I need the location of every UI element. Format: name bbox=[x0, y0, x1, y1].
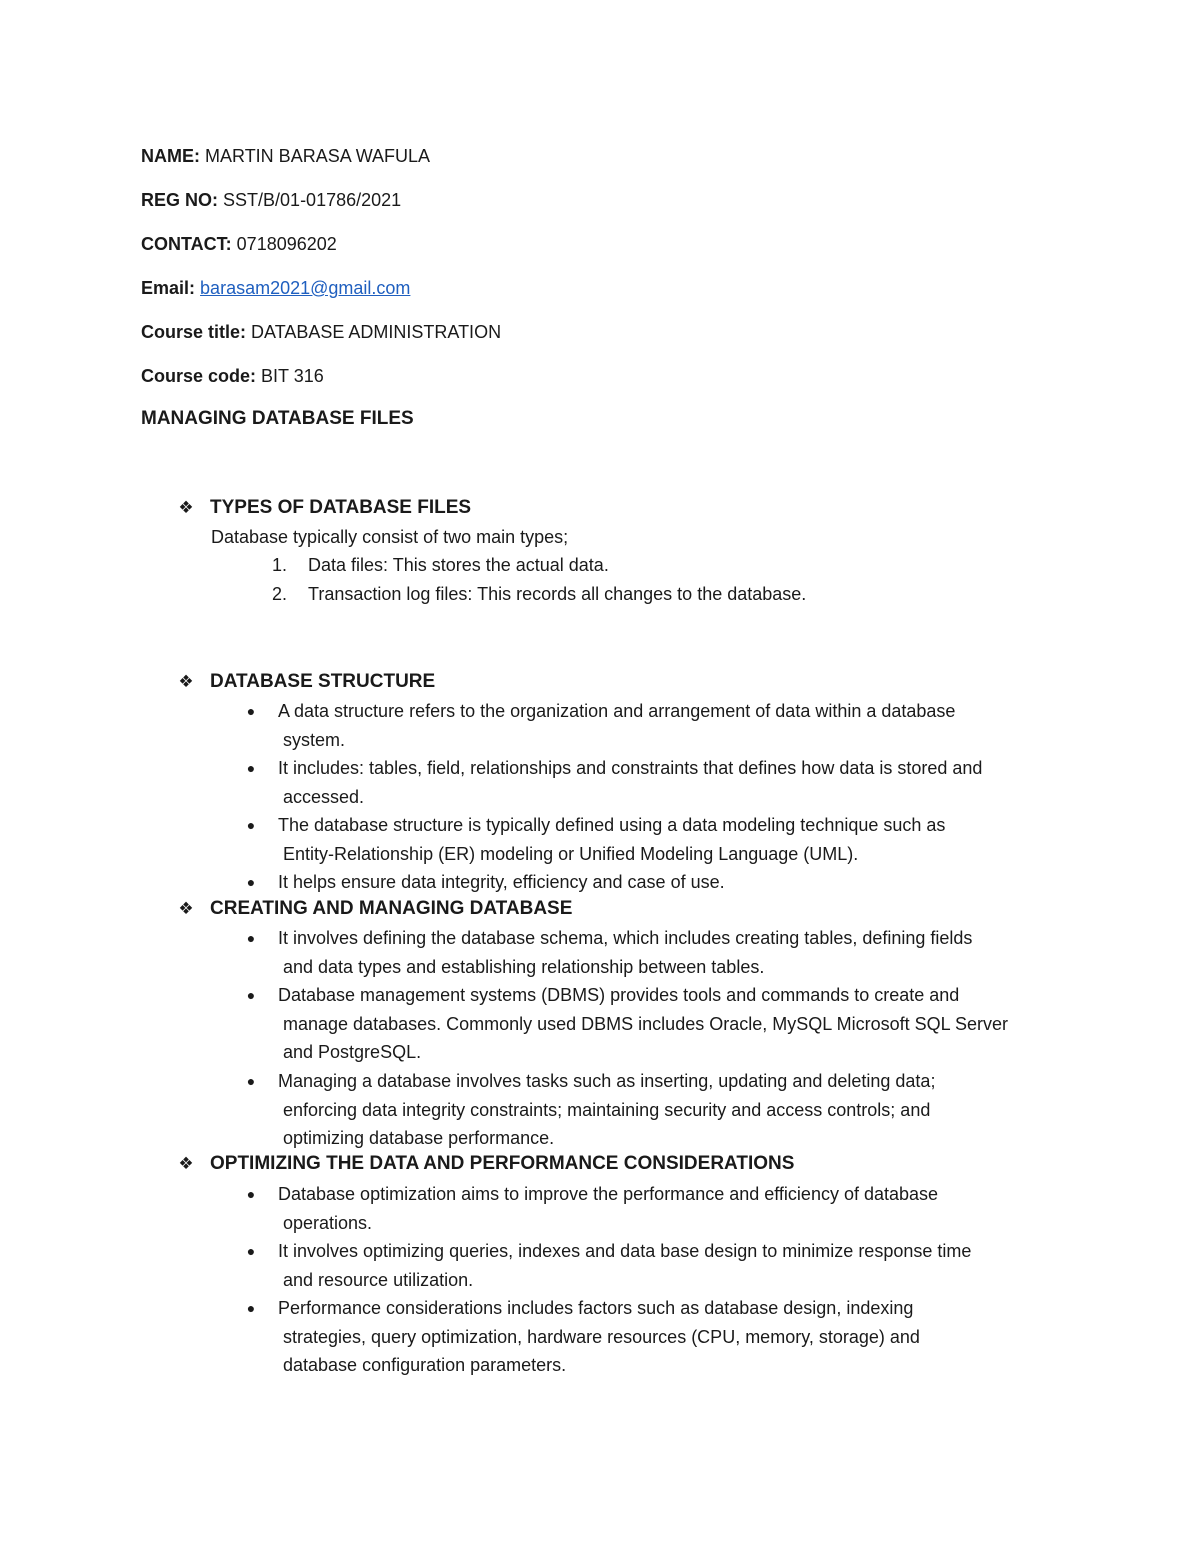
section-heading-creating bbox=[176, 897, 572, 921]
bullet-dot-icon: ● bbox=[246, 1073, 256, 1089]
bullet-line: enforcing data integrity constraints; maintaining security and access controls; and bbox=[283, 1099, 931, 1120]
section-heading-text: OPTIMIZING THE DATA AND PERFORMANCE CONSIDERATIONS bbox=[210, 1153, 795, 1174]
bullet-line: It involves defining the database schema, which includes creating tables, defining fields bbox=[278, 928, 973, 948]
course-title-label: Course title: bbox=[141, 322, 247, 342]
bullet-dot-icon: ● bbox=[246, 703, 256, 719]
bullet-line: and PostgreSQL. bbox=[283, 1042, 422, 1062]
course-title-field bbox=[141, 320, 501, 344]
bullet-item bbox=[244, 981, 1064, 1067]
bullet-item bbox=[244, 811, 1064, 868]
bullet-item bbox=[244, 697, 1064, 754]
list-item bbox=[272, 582, 806, 606]
bullet-dot-icon: ● bbox=[246, 987, 256, 1003]
bullet-dot-icon: ● bbox=[246, 760, 256, 776]
bullet-item bbox=[244, 754, 1064, 811]
bullet-line: accessed. bbox=[283, 786, 365, 807]
bullet-line: A data structure refers to the organization and arrangement of data within a database bbox=[278, 701, 956, 721]
bullet-line: It involves optimizing queries, indexes and data base design to minimize response time bbox=[278, 1241, 972, 1261]
course-code-value: BIT 316 bbox=[261, 366, 324, 386]
diamond-bullet-icon: ❖ bbox=[178, 899, 194, 918]
section-heading-optimizing bbox=[176, 1152, 794, 1176]
bullet-line: Database management systems (DBMS) provides tools and commands to create and bbox=[278, 985, 960, 1005]
email-link[interactable]: barasam2021@gmail.com bbox=[200, 278, 411, 298]
email-label: Email: bbox=[141, 278, 196, 298]
bullet-item bbox=[244, 924, 1064, 981]
bullet-line: Entity-Relationship (ER) modeling or Unified Modeling Language (UML). bbox=[283, 843, 859, 864]
diamond-bullet-icon: ❖ bbox=[178, 672, 194, 691]
reg-no-field bbox=[141, 188, 401, 212]
bullet-item bbox=[244, 868, 1064, 897]
bullet-item bbox=[244, 1180, 1064, 1237]
bullet-line: and data types and establishing relationship between tables. bbox=[283, 956, 765, 977]
bullet-line: system. bbox=[283, 729, 346, 750]
bullet-item bbox=[244, 1237, 1064, 1294]
contact-label: CONTACT: bbox=[141, 234, 232, 254]
bullet-dot-icon: ● bbox=[246, 1300, 256, 1316]
name-field bbox=[141, 144, 430, 168]
course-code-field bbox=[141, 364, 324, 388]
email-field bbox=[141, 276, 410, 300]
name-label: NAME: bbox=[141, 146, 200, 166]
diamond-bullet-icon: ❖ bbox=[178, 1154, 194, 1173]
bullet-dot-icon: ● bbox=[246, 1243, 256, 1259]
bullet-item bbox=[244, 1067, 1064, 1153]
bullet-line: Managing a database involves tasks such as inserting, updating and deleting data; bbox=[278, 1071, 936, 1091]
section-heading-text: TYPES OF DATABASE FILES bbox=[210, 497, 472, 518]
section-heading-structure bbox=[176, 670, 435, 694]
bullet-line: Performance considerations includes factors such as database design, indexing bbox=[278, 1298, 914, 1318]
bullet-item bbox=[244, 1294, 1064, 1380]
bullet-dot-icon: ● bbox=[246, 930, 256, 946]
course-title-value: DATABASE ADMINISTRATION bbox=[251, 322, 502, 342]
bullet-line: optimizing database performance. bbox=[283, 1128, 555, 1148]
bullet-dot-icon: ● bbox=[246, 1186, 256, 1202]
section-heading-types bbox=[176, 496, 471, 520]
bullet-line: It includes: tables, field, relationships and constraints that defines how data is stored and bbox=[278, 758, 983, 778]
reg-no-label: REG NO: bbox=[141, 190, 219, 210]
bullet-dot-icon: ● bbox=[246, 817, 256, 833]
section-heading-text: DATABASE STRUCTURE bbox=[210, 671, 436, 692]
bullet-dot-icon: ● bbox=[246, 874, 256, 890]
contact-value: 0718096202 bbox=[236, 234, 337, 254]
document-title: MANAGING DATABASE FILES bbox=[141, 408, 414, 429]
list-item bbox=[272, 553, 609, 577]
section-heading-text: CREATING AND MANAGING DATABASE bbox=[210, 898, 573, 919]
bullet-line: database configuration parameters. bbox=[283, 1355, 567, 1375]
name-value: MARTIN BARASA WAFULA bbox=[205, 146, 431, 166]
course-code-label: Course code: bbox=[141, 366, 257, 386]
list-number: 1. bbox=[272, 555, 288, 575]
list-item-text: Transaction log files: This records all changes to the database. bbox=[308, 584, 807, 604]
bullet-line: operations. bbox=[283, 1212, 373, 1233]
list-number: 2. bbox=[272, 584, 288, 604]
diamond-bullet-icon: ❖ bbox=[178, 498, 194, 517]
bullet-line: and resource utilization. bbox=[283, 1269, 474, 1290]
bullet-line: strategies, query optimization, hardware resources (CPU, memory, storage) and bbox=[283, 1326, 920, 1347]
types-intro: Database typically consist of two main types; bbox=[211, 527, 569, 547]
bullet-line: Database optimization aims to improve the performance and efficiency of database bbox=[278, 1184, 939, 1204]
contact-field bbox=[141, 232, 337, 256]
reg-no-value: SST/B/01-01786/2021 bbox=[223, 190, 402, 210]
bullet-line: The database structure is typically defined using a data modeling technique such as bbox=[278, 815, 946, 835]
bullet-line: It helps ensure data integrity, efficiency and case of use. bbox=[278, 872, 725, 892]
bullet-line: manage databases. Commonly used DBMS includes Oracle, MySQL Microsoft SQL Server bbox=[283, 1013, 1008, 1034]
list-item-text: Data files: This stores the actual data. bbox=[308, 555, 609, 575]
